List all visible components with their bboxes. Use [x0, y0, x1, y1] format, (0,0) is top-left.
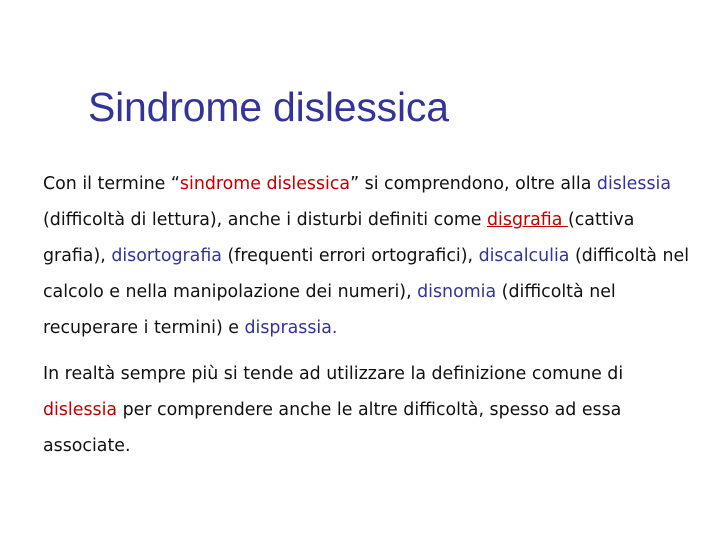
text-run: (frequenti errori ortografici),	[221, 246, 479, 266]
slide-title: Sindrome dislessica	[88, 84, 449, 130]
text-run: (difficoltà nel calcolo e nella manipolazione dei numeri),	[43, 246, 690, 302]
paragraph-definition	[43, 166, 693, 346]
term-discalculia: discalculia	[478, 246, 570, 266]
term-disortografia: disortografia	[111, 246, 222, 266]
text-run: In realtà sempre più si tende ad utilizzare la definizione comune di	[43, 364, 624, 384]
text-run: (difficoltà nel recuperare i termini) e	[43, 282, 616, 338]
term-dislessia: dislessia	[596, 174, 671, 194]
text-run: (difficoltà di lettura), anche i disturbi definiti come	[43, 210, 488, 230]
text-run: per comprendere anche le altre difficoltà, spesso ad essa associate.	[43, 400, 622, 456]
text-run: (cattiva grafia),	[43, 210, 635, 266]
term-sindrome-dislessica: sindrome dislessica	[179, 174, 351, 194]
paragraph-common-definition	[43, 356, 693, 464]
term-disgrafia-link[interactable]: disgrafia	[487, 210, 568, 230]
text-run: ” si comprendono, oltre alla	[350, 174, 597, 194]
term-dislessia-common: dislessia	[43, 400, 118, 420]
term-disnomia: disnomia	[417, 282, 497, 302]
text-run: Con il termine “	[43, 174, 180, 194]
term-disprassia: disprassia.	[244, 318, 338, 338]
